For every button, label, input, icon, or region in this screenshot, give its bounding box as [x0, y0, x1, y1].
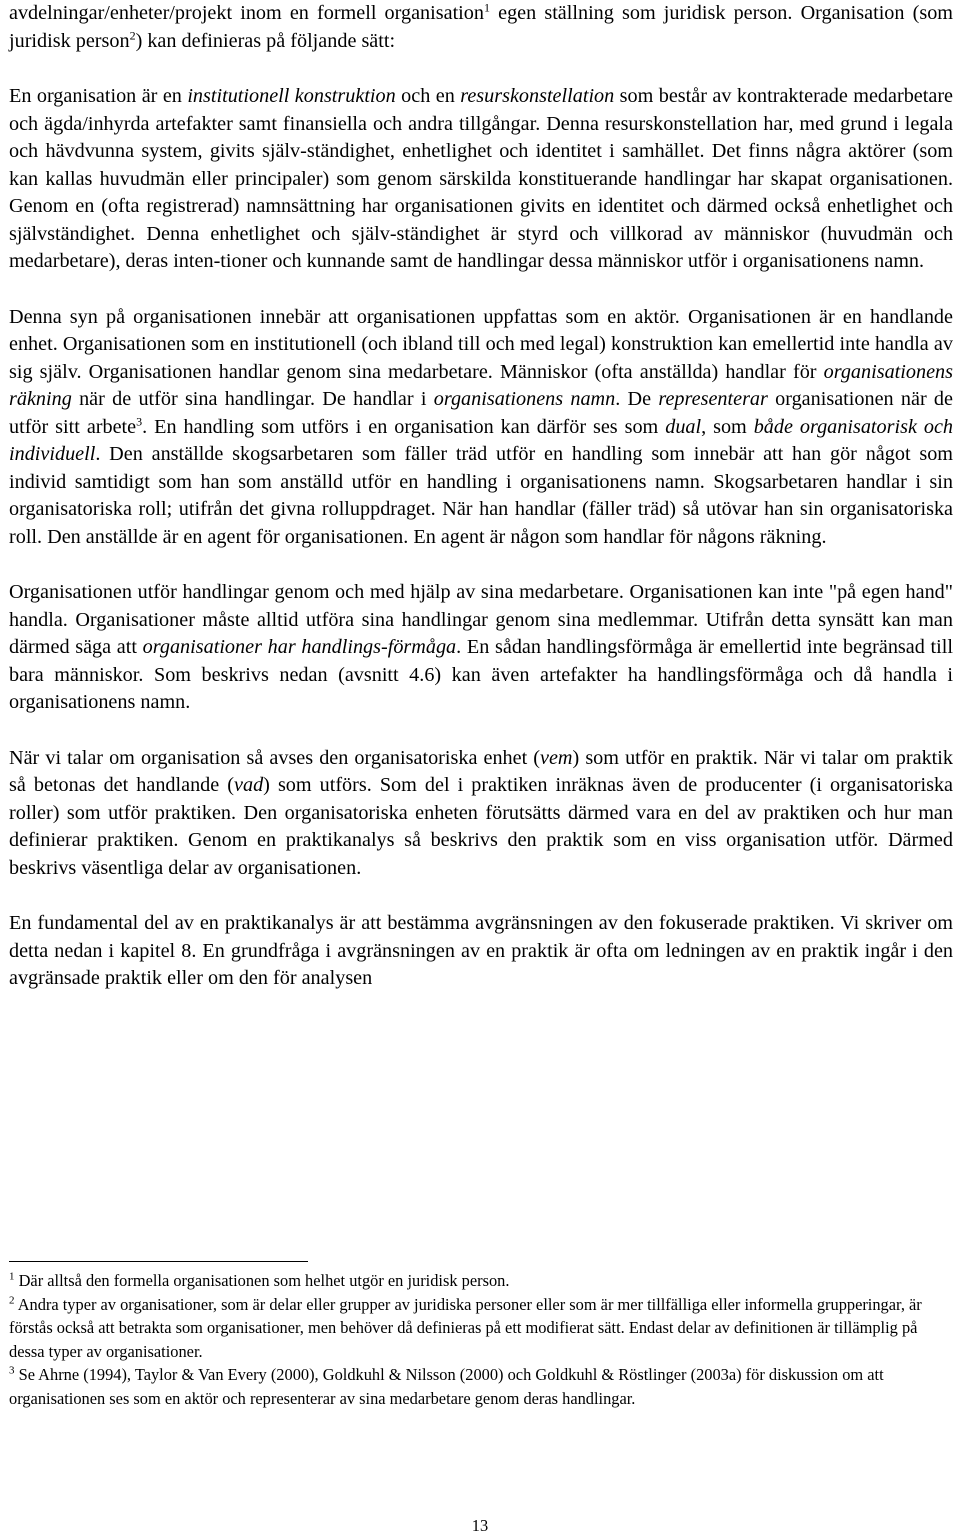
- text-run: . En sådan handlingsförmåga är emellertid inte begränsad till bara människor. Som beskrivs nedan (avsnitt 4.6) kan även artefakter ha handlingsförmåga och då handla i organisationens namn.: [9, 636, 953, 713]
- page-number: 13: [471, 1516, 489, 1535]
- text-run: organisationen när de utför sitt arbete: [9, 388, 953, 438]
- document-body: [9, 0, 953, 993]
- text-run: egen ställning som juridisk person. Organisation (som juridisk person: [9, 2, 953, 52]
- footnote-3: [9, 1363, 953, 1410]
- emphasis: både organisatorisk och individuell: [9, 415, 954, 465]
- text-run: , som: [701, 415, 754, 438]
- text-run: och en: [395, 85, 461, 107]
- text-run: ) som utförs. Som del i praktiken inräknas även de producenter (i organisatoriska roller) som utför praktiken. Den organisatoriska enheten förutsätts därmed vara en del av praktiken och hur man definierar praktiken. Genom en praktikanalys så beskrivs den praktik som en viss organisation utför. Därmed beskrivs väsentliga delar av organisationen.: [9, 774, 954, 879]
- emphasis: dual: [665, 415, 702, 438]
- text-run: avdelningar/enheter/projekt inom en formell organisation: [9, 2, 484, 24]
- footnotes: [9, 1269, 953, 1410]
- paragraph-practice: [9, 745, 953, 883]
- emphasis: vem: [540, 746, 573, 769]
- paragraph-actor: [9, 304, 953, 552]
- text-run: Organisationen utför handlingar genom och med hjälp av sina medarbetare. Organisationen kan inte "på egen hand" handla. Organisationer måste alltid utföra sina handlingar genom sina medlemmar. Utifrån detta synsätt kan man därmed säga att: [9, 581, 953, 658]
- paragraph-definition: [9, 83, 953, 276]
- footnote-text: Där alltså den formella organisationen som helhet utgör en juridisk person.: [14, 1271, 510, 1290]
- footnote-text: Se Ahrne (1994), Taylor & Van Every (2000), Goldkuhl & Nilsson (2000) och Goldkuhl & Röstlinger (2003a) för diskussion om att organisationen ses som en aktör och representerar av sina medarbetare genom deras handlingar.: [9, 1365, 884, 1408]
- text-run: ) kan definieras på följande sätt:: [135, 29, 396, 52]
- text-run: som består av kontrakterade medarbetare och ägda/inhyrda artefakter samt finansiella och andra tillgångar. Denna resurskonstellation har, med grund i legala och hävdvunna system, givits själv-ständighet, enhetlighet och identitet i samhället. Det finns några aktörer (som kan kallas huvudmän eller principaler) som genom särskilda konstituerande handlingar har skapat organisationen. Genom en (ofta registrerad) namnsättning har organisationen givits en identitet och därmed också enhetlighet och självständighet. Denna enhetlighet och själv-ständighet är styrd och villkorad av människor (huvudmän och medarbetare), deras inten-tioner och kunnande samt de handlingar dessa människor utför i organisationens namn.: [9, 85, 954, 272]
- emphasis: organisationens namn: [433, 388, 616, 410]
- footnote-1: [9, 1269, 953, 1293]
- footnote-divider: [9, 1261, 308, 1262]
- paragraph-intro: [9, 0, 953, 55]
- emphasis: institutionell konstruktion: [187, 85, 396, 107]
- emphasis: organisationer har handlings-förmåga: [142, 636, 457, 658]
- text-run: En organisation är en: [9, 85, 188, 107]
- paragraph-capability: [9, 579, 953, 717]
- emphasis: representerar: [658, 388, 768, 410]
- footnote-number: 3: [9, 1364, 15, 1377]
- emphasis: resurskonstellation: [460, 85, 615, 107]
- footnote-ref-3: 3: [136, 413, 143, 428]
- text-run: När vi talar om organisation så avses den organisatoriska enhet (: [9, 746, 541, 769]
- footnote-text: Andra typer av organisationer, som är delar eller grupper av juridiska personer eller som är mer tillfälliga eller informella grupperingar, är förstås också att betrakta som organisationer, men behöver då definieras på ett modifierat sätt. Endast delar av definitionen är tillämplig på dessa typer av organisationer.: [9, 1294, 922, 1361]
- emphasis: organisationens räkning: [9, 360, 953, 410]
- footnote-ref-1: 1: [483, 0, 490, 15]
- footnote-ref-2: 2: [129, 27, 136, 42]
- text-run: . En handling som utförs i en organisation kan därför ses som: [142, 415, 666, 438]
- text-run: En fundamental del av en praktikanalys är att bestämma avgränsningen av den fokuserade praktiken. Vi skriver om detta nedan i kapitel 8. En grundfråga i avgränsningen av en praktik är ofta om ledningen av en praktik ingår i den avgränsade praktik eller om den för analysen: [9, 912, 953, 989]
- emphasis: vad: [234, 774, 264, 796]
- text-run: ) som utför en praktik. När vi talar om praktik så betonas det handlande (: [9, 746, 953, 796]
- text-run: Denna syn på organisationen innebär att organisationen uppfattas som en aktör. Organisationen är en handlande enhet. Organisationen som en institutionell (och ibland till och med legal) konstruktion kan emellertid inte handla av sig själv. Organisationen handlar genom sina medarbetare. Människor (ofta anställda) handlar för: [9, 305, 953, 383]
- text-run: . De: [615, 388, 659, 410]
- text-run: när de utför sina handlingar. De handlar i: [71, 388, 434, 410]
- footnote-number: 2: [9, 1294, 15, 1307]
- footnote-number: 1: [9, 1270, 15, 1283]
- text-run: . Den anställde skogsarbetaren som fäller träd utför en handling som innebär att han gör något som individ samtidigt som han som anställd utför en handling i organisationens namn. Skogsarbetaren handlar i sin organisatoriska roll; utifrån det givna rolluppdraget. När han handlar (fäller träd) så utövar han sin organisatoriska roll. Den anställde är en agent för organisationen. En agent är någon som handlar för någons räkning.: [9, 443, 953, 548]
- footnote-2: [9, 1293, 953, 1364]
- paragraph-delimitation: [9, 910, 953, 993]
